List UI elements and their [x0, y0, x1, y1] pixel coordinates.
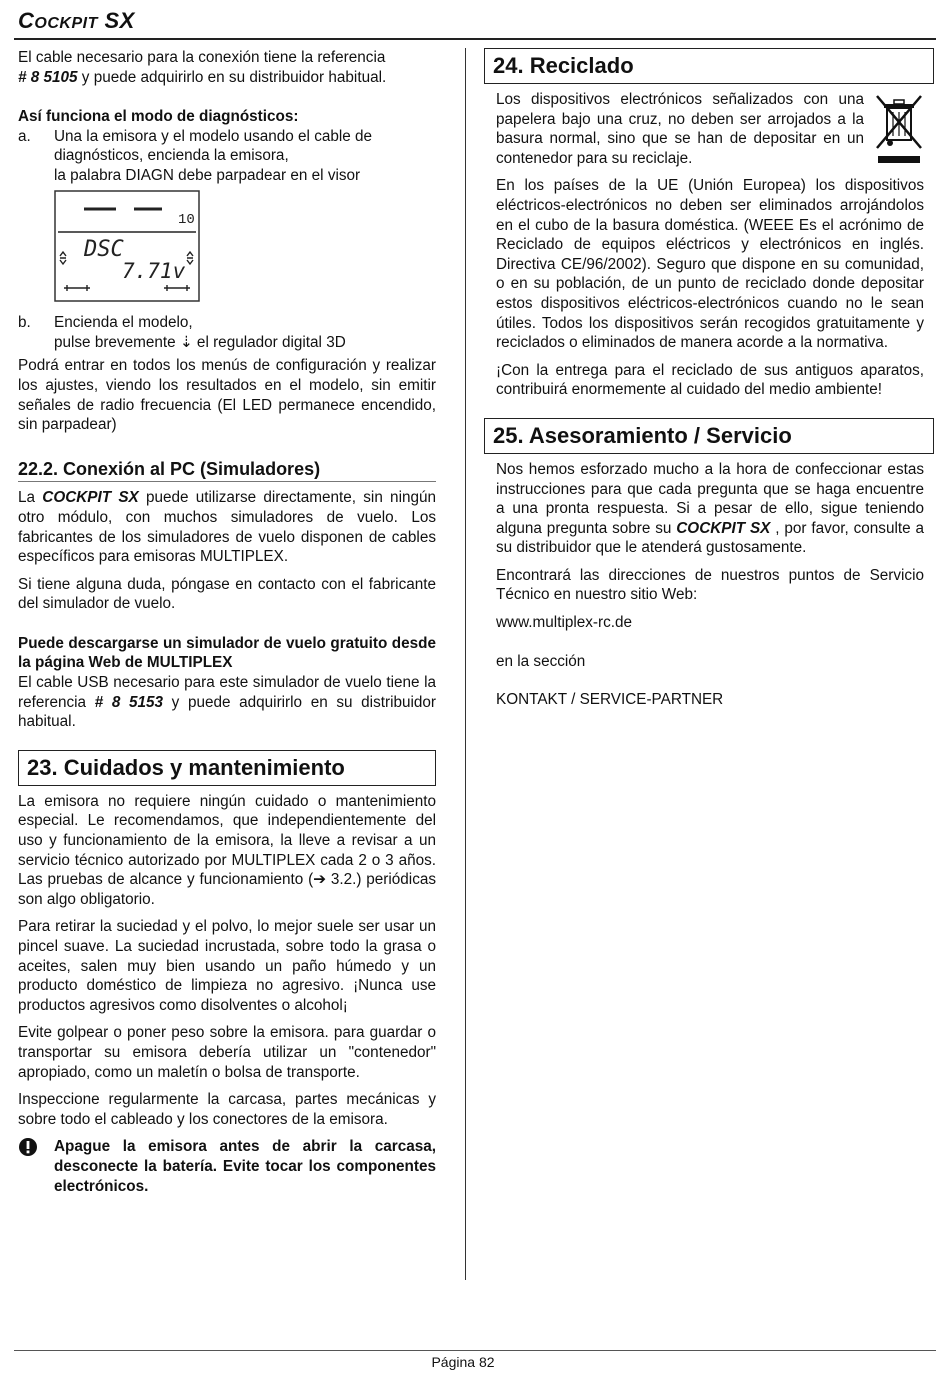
- right-arrow-icon: ➔: [313, 871, 326, 889]
- section-24-paragraph-3: ¡Con la entrega para el reciclado de sus antiguos aparatos, contribuirá enormemente al cuidado del medio ambiente!: [496, 361, 924, 399]
- sec25-p1-a: Nos hemos esforzado mucho a la hora de confeccionar estas instrucciones para que cada pregunta que se haga encuentre a una pronta respuesta. Si a pesar de ello, sigue teniendo alguna pregunta sobre su: [496, 460, 924, 537]
- section-25-paragraph-1: [496, 460, 924, 558]
- step-b: [18, 313, 436, 352]
- lcd-top-right: 10: [178, 211, 195, 228]
- right-column: [484, 48, 934, 718]
- simulator-heading: Puede descargarse un simulador de vuelo gratuito desde la página Web de MULTIPLEX: [18, 634, 436, 672]
- intro-reference: # 8 5105: [18, 68, 78, 86]
- section-22-2-heading: 22.2. Conexión al PC (Simuladores): [18, 460, 436, 483]
- step-b-text-2a: pulse brevemente: [54, 333, 180, 351]
- warning-note: [18, 1137, 436, 1196]
- simulator-cable-reference: # 8 5153: [94, 693, 164, 711]
- intro-paragraph: [18, 48, 436, 87]
- step-b-text-2b: el regulador digital 3D: [192, 333, 346, 351]
- section-25-paragraph-2: Encontrará las direcciones de nuestros puntos de Servicio Técnico en nuestro sitio Web:: [496, 566, 924, 604]
- page-header-title: [18, 8, 135, 34]
- sec22-p1-a: La: [18, 489, 43, 507]
- crossed-bin-icon: [874, 92, 924, 170]
- column-divider: [465, 48, 466, 1280]
- section-22-2-paragraph-2: Si tiene alguna duda, póngase en contacto con el fabricante del simulador de vuelo.: [18, 575, 436, 613]
- step-a-text: [54, 127, 436, 186]
- lcd-main-word: DSC: [84, 236, 124, 262]
- step-a-text-2: la palabra DIAGN debe parpadear en el visor: [54, 166, 361, 184]
- exclamation-icon: [18, 1137, 54, 1196]
- down-arrow-icon: ⇣: [179, 333, 193, 351]
- intro-text: El cable necesario para la conexión tiene la referencia: [18, 49, 386, 66]
- header-rule: [14, 38, 936, 40]
- warning-text: Apague la emisora antes de abrir la carcasa, desconecte la batería. Evite tocar los componentes electrónicos.: [54, 1138, 436, 1195]
- config-paragraph: Podrá entrar en todos los menús de configuración y realizar los ajustes, viendo los resultados en el modelo, sin emitir señales de radio frecuencia (El LED permanece encendido, sin parpadear): [18, 357, 436, 434]
- section-22-2-paragraph-1: [18, 488, 436, 566]
- sim-p-b: y puede adquirirlo en su distribuidor habitual.: [18, 693, 436, 731]
- brand-name: COCKPIT SX: [676, 519, 771, 537]
- section-23-paragraph-2: Para retirar la suciedad y el polvo, lo mejor suele ser usar un pincel suave. La suciedad incrustada, sobre todo la grasa o aceites, salen muy bien usando un paño húmedo y un producto doméstico de limpieza no agresivo. ¡Nunca use productos agresivos como disolventes o alcohol¡: [18, 918, 436, 1014]
- website-link[interactable]: www.multiplex-rc.de: [496, 614, 633, 632]
- lcd-voltage: 7.71v: [122, 258, 186, 283]
- sim-p-a: El cable USB necesario para este simulador de vuelo tiene la referencia: [18, 674, 436, 711]
- simulator-paragraph: [18, 673, 436, 732]
- sec22-p1-b: puede utilizarse directamente, sin ningún otro módulo, con muchos simuladores de vuelo. Los fabricantes de los simuladores de vuelo disponen de cables específicos para emisoras MULTIPLEX.: [18, 489, 436, 566]
- section-24-paragraph-1: Los dispositivos electrónicos señalizados con una papelera bajo una cruz, no deben ser arrojados a la basura normal, sino que se han de depositar en un contenedor para su reciclaje.: [496, 91, 864, 167]
- step-b-text-1: Encienda el modelo,: [54, 314, 193, 332]
- step-b-label: b.: [18, 314, 31, 332]
- left-column: [18, 48, 436, 1196]
- section-23-paragraph-3: Evite golpear o poner peso sobre la emisora. para guardar o transportar su emisora debería utilizar un "contenedor" apropiado, como un maletín o bolsa de transporte.: [18, 1024, 436, 1081]
- section-23-heading: 23. Cuidados y mantenimiento: [18, 750, 436, 786]
- step-b-text: [54, 313, 436, 352]
- step-a: [18, 127, 436, 186]
- sec25-p1-b: , por favor, consulte a su distribuidor que le atenderá gustosamente.: [496, 519, 924, 557]
- header-title-smallcaps: OCKPIT: [34, 15, 98, 32]
- page-number: Página 82: [431, 1354, 495, 1370]
- section-23-paragraph-1: [18, 792, 436, 910]
- sec23-p1-b: 3.2.) periódicas son algo obligatorio.: [18, 871, 436, 908]
- lcd-display-image: [54, 190, 200, 302]
- section-23-paragraph-4: Inspeccione regularmente la carcasa, partes mecánicas y sobre todo el cableado y los conectores de la emisora.: [18, 1091, 436, 1128]
- recycling-block: [496, 90, 924, 176]
- intro-tail: y puede adquirirlo en su distribuidor habitual.: [77, 68, 387, 86]
- section-25-heading: 25. Asesoramiento / Servicio: [484, 418, 934, 454]
- header-title-initial: C: [18, 8, 35, 33]
- brand-name: COCKPIT SX: [42, 489, 139, 507]
- section-24-heading: 24. Reciclado: [484, 48, 934, 84]
- header-title-rest: SX: [97, 8, 135, 33]
- section-24-paragraph-2: En los países de la UE (Unión Europea) los dispositivos eléctricos-electrónicos no deben ser eliminados arrojándolos en el cubo de la basura doméstica. (WEEE Es el acrónimo de Reciclado de equipos eléctricos y electrónicos en inglés. Directiva CE/96/2002). Seguro que dispone en su comunidad, o en su población, de un punto de reciclado donde depositar estos dispositivos eléctricos-electrónicos cuando no le sean útiles. Todos los dispositivos serán recogidos gratuitamente y reciclados o eliminados de manera acorde a la normativa.: [496, 177, 924, 352]
- step-a-label: a.: [18, 127, 31, 145]
- step-a-text-1: Una la emisora y el modelo usando el cable de diagnósticos, encienda la emisora,: [54, 127, 373, 165]
- sec23-p1-a: La emisora no requiere ningún cuidado o mantenimiento especial. Le recomendamos, que independientemente del uso y funcionamiento de la emisora, la lleve a revisar a un servicio técnico autorizado por MULTIPLEX cada 2 o 3 años. Las pruebas de alcance y funcionamiento (: [18, 792, 436, 889]
- section-name: KONTAKT / SERVICE-PARTNER: [496, 691, 724, 709]
- footer-rule: [14, 1350, 936, 1351]
- diag-heading: Así funciona el modo de diagnósticos:: [18, 108, 299, 126]
- section-label: en la sección: [496, 652, 586, 670]
